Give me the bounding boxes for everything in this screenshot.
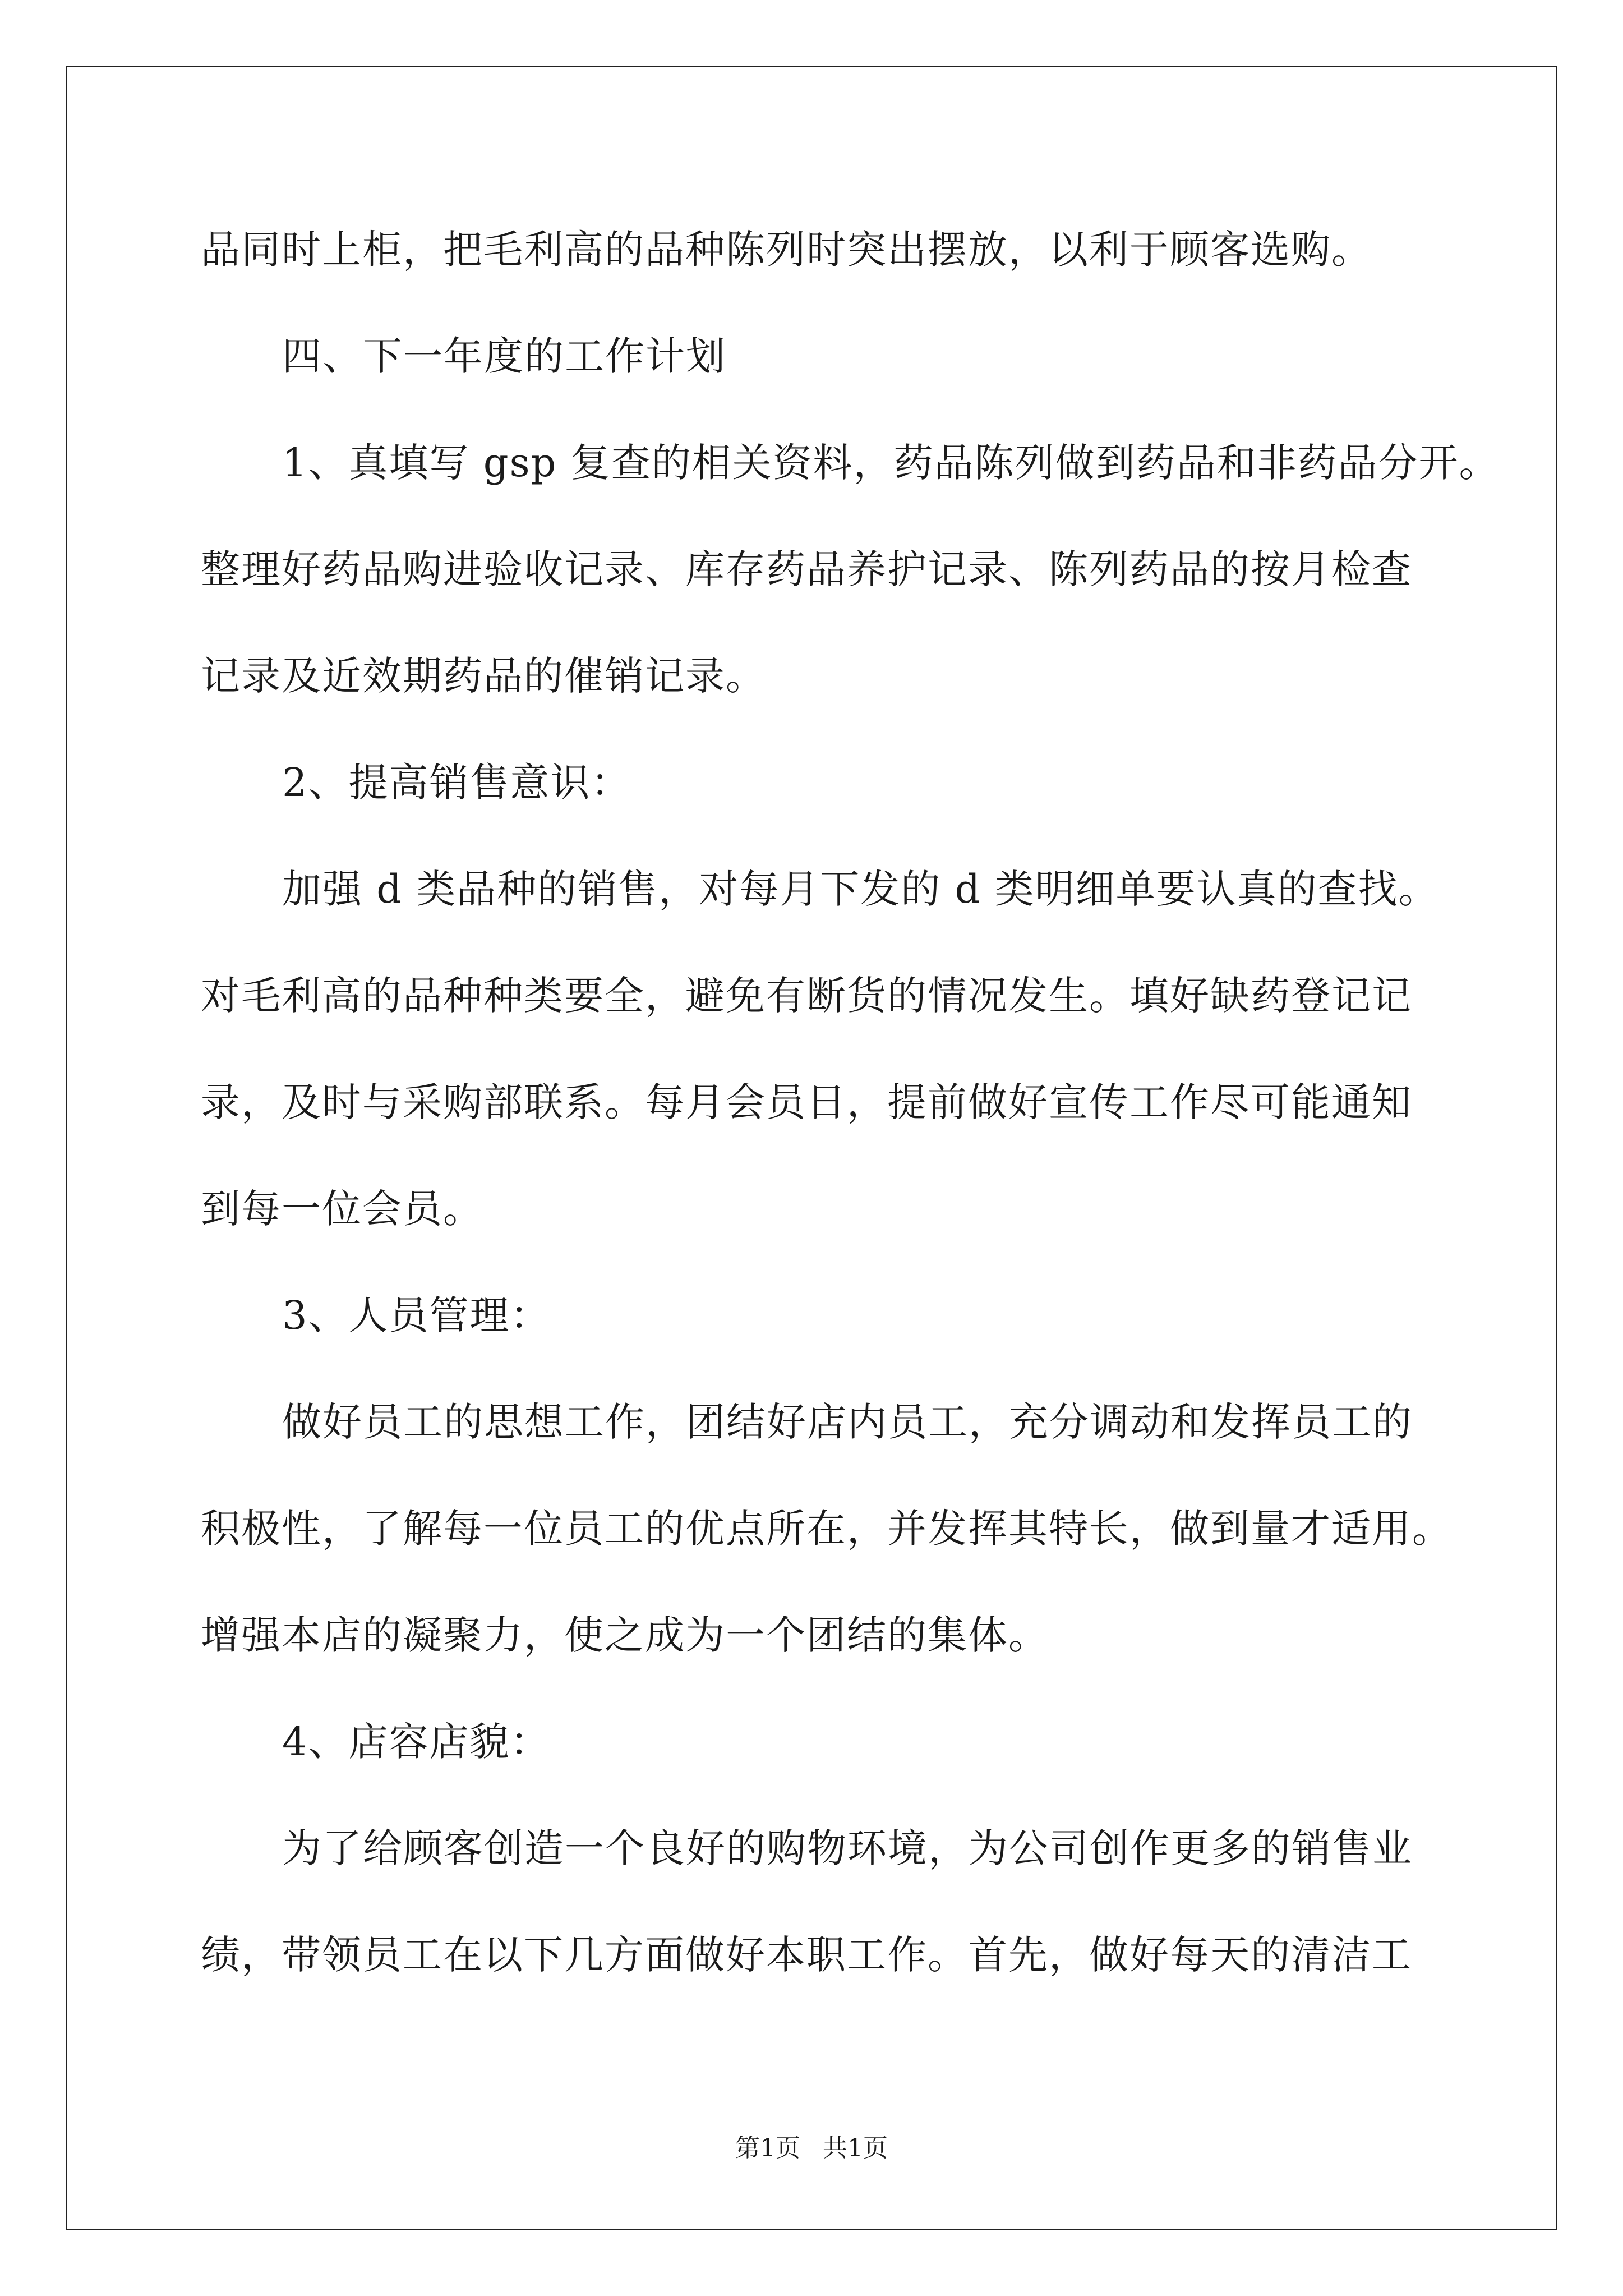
text-line-12: 做好员工的思想工作，团结好店内员工，充分调动和发挥员工的 (282, 1399, 1413, 1445)
item-heading-4: 4、店容店貌： (282, 1719, 551, 1765)
text-line-10: 到每一位会员。 (201, 1186, 483, 1232)
text-line-16: 为了给顾客创造一个良好的购物环境，为公司创作更多的销售业 (282, 1825, 1413, 1871)
text-line-13: 积极性，了解每一位员工的优点所在，并发挥其特长，做到量才适用。 (201, 1506, 1453, 1552)
page-number: 第1页 (735, 2134, 800, 2162)
page-footer (0, 2132, 1623, 2165)
text-line-5: 记录及近效期药品的催销记录。 (201, 653, 766, 699)
page-border (66, 66, 1557, 2230)
text-line-7: 加强 d 类品种的销售，对每月下发的 d 类明细单要认真的查找。 (282, 866, 1439, 912)
text-line-3: 1、真填写 gsp 复查的相关资料，药品陈列做到药品和非药品分开。 (282, 440, 1500, 486)
item-heading-3: 3、人员管理： (282, 1292, 551, 1338)
text-line-14: 增强本店的凝聚力，使之成为一个团结的集体。 (201, 1612, 1049, 1658)
item-heading-2: 2、提高销售意识： (282, 760, 631, 806)
text-line-1: 品同时上柜，把毛利高的品种陈列时突出摆放，以利于顾客选购。 (201, 227, 1372, 273)
text-line-4: 整理好药品购进验收记录、库存药品养护记录、陈列药品的按月检查 (201, 546, 1412, 592)
text-line-9: 录，及时与采购部联系。每月会员日，提前做好宣传工作尽可能通知 (201, 1079, 1412, 1125)
section-heading-4: 四、下一年度的工作计划 (282, 333, 726, 379)
text-line-8: 对毛利高的品种种类要全，避免有断货的情况发生。填好缺药登记记 (201, 973, 1412, 1019)
page-total: 共1页 (823, 2134, 888, 2162)
text-line-17: 绩，带领员工在以下几方面做好本职工作。首先，做好每天的清洁工 (201, 1932, 1412, 1978)
